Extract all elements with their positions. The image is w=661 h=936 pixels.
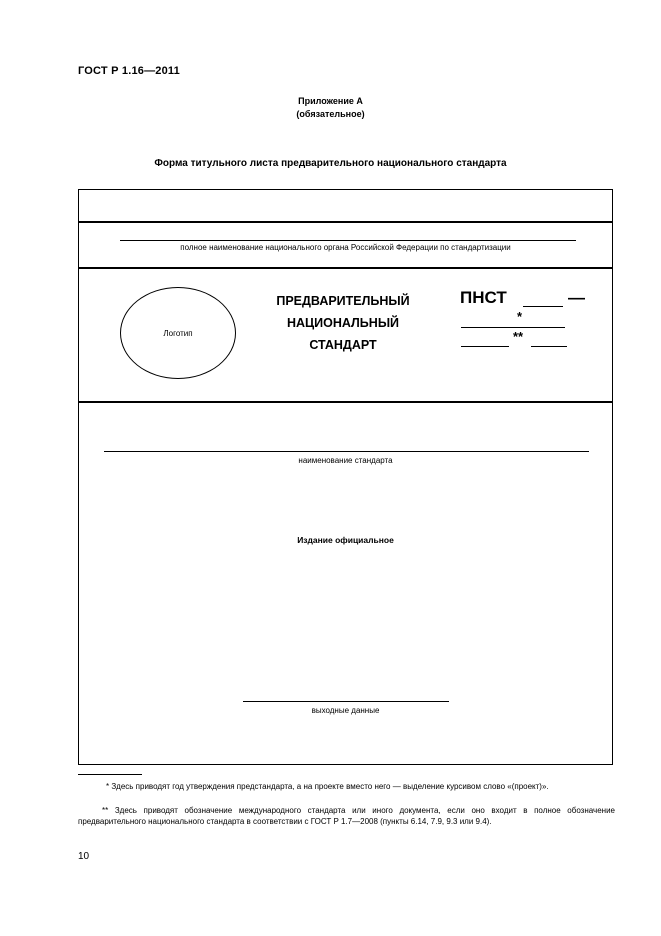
designation-dash: — <box>568 288 585 307</box>
standard-kind-line-2: НАЦИОНАЛЬНЫЙ <box>286 316 400 330</box>
form-title: Форма титульного листа предварительного национального стандарта <box>154 158 507 169</box>
standard-name-blank-line <box>104 451 589 452</box>
designation-number-blank <box>523 306 563 307</box>
frame-divider-top <box>78 221 613 223</box>
document-code-header: ГОСТ Р 1.16—2011 <box>78 65 180 77</box>
asterisk-intl-designation: ** <box>513 329 524 344</box>
footnote-2: ** Здесь приводят обозначение международного стандарта или иного документа, если оно входит в полное обозначение предварительного национального стандарта в соответствии с ГОСТ Р 1.7—2008 (пункты 6.14, 7.9, 9.3 или 9.4). <box>78 806 615 826</box>
footnote-1: * Здесь приводят год утверждения предстандарта, а на проекте вместо него — выделение курсивом слово «(проект)». <box>106 782 549 791</box>
page-number: 10 <box>78 851 90 862</box>
imprint-blank-line <box>243 701 449 702</box>
annex-title: Приложение А <box>298 96 363 106</box>
standard-kind-line-1: ПРЕДВАРИТЕЛЬНЫЙ <box>276 294 410 308</box>
org-name-caption: полное наименование национального органа Российской Федерации по стандартизации <box>180 243 511 252</box>
intl-designation-blank-left <box>461 346 509 347</box>
title-page-frame <box>78 189 613 765</box>
asterisk-year: * <box>517 309 523 324</box>
frame-divider-bottom <box>78 401 613 403</box>
logo-label: Логотип <box>163 328 193 338</box>
annex-status: (обязательное) <box>296 109 365 119</box>
imprint-caption: выходные данные <box>311 706 380 715</box>
frame-divider-middle <box>78 267 613 269</box>
standard-kind <box>258 290 428 356</box>
org-name-blank-line <box>120 240 576 241</box>
intl-designation-blank-right <box>531 346 567 347</box>
edition-note: Издание официальное <box>297 535 394 545</box>
footnote-separator <box>78 774 142 775</box>
standard-name-caption: наименование стандарта <box>298 456 393 465</box>
designation-prefix: ПНСТ <box>460 288 507 307</box>
standard-kind-line-3: СТАНДАРТ <box>309 338 377 352</box>
year-blank-line <box>461 327 565 328</box>
logo-placeholder <box>120 287 236 379</box>
